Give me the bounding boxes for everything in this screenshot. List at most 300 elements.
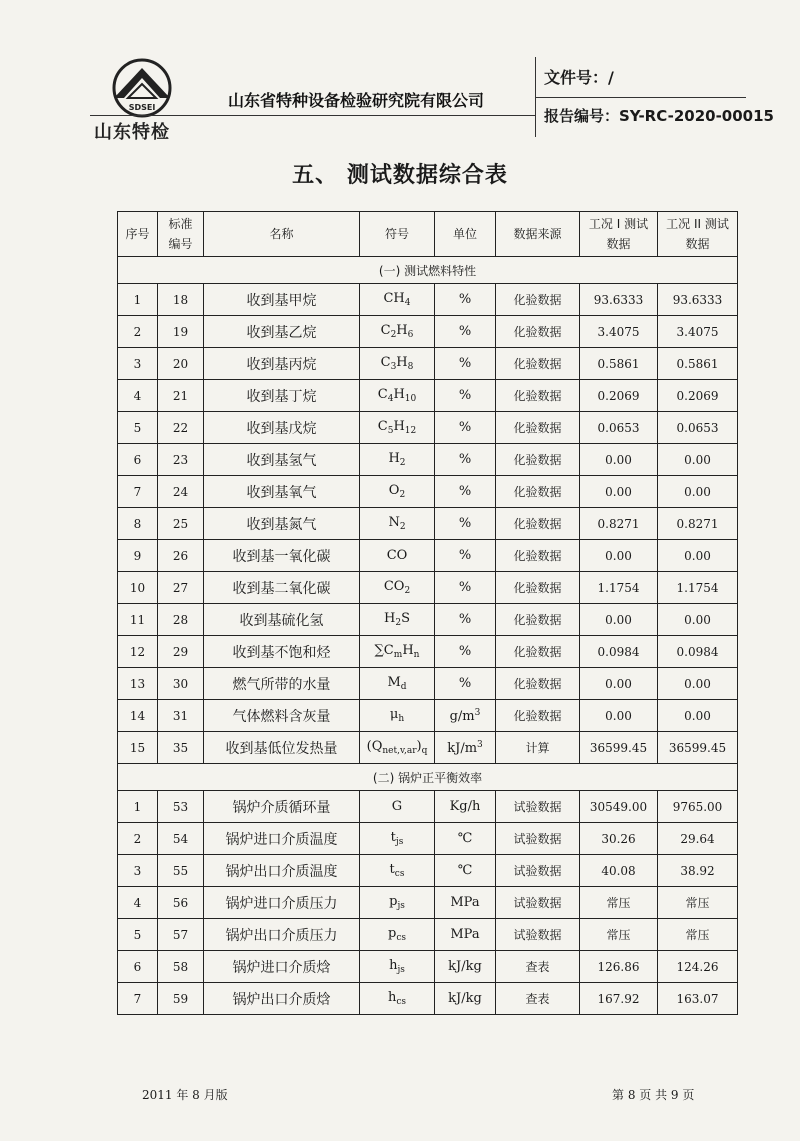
cell-c2: 36599.45	[658, 732, 738, 764]
header-seq: 序号	[118, 212, 158, 257]
header-box-divider	[536, 97, 746, 98]
table-row	[118, 604, 738, 636]
cell-symbol	[360, 855, 435, 887]
symbol-sub: js	[397, 965, 405, 975]
cell-c2: 0.00	[658, 444, 738, 476]
unit-main: kJ/kg	[448, 991, 482, 1006]
cell-seq: 3	[118, 855, 158, 887]
section-row	[118, 764, 738, 791]
table-row	[118, 791, 738, 823]
symbol-main2: H	[393, 419, 405, 434]
cell-symbol	[360, 316, 435, 348]
unit-sup: 3	[474, 707, 481, 718]
cell-c2: 93.6333	[658, 284, 738, 316]
symbol-sub: js	[395, 837, 404, 847]
symbol-main2: S	[401, 611, 410, 626]
symbol-main: H	[388, 451, 400, 466]
cell-c1: 常压	[580, 887, 658, 919]
cell-std: 28	[158, 604, 204, 636]
cell-symbol	[360, 444, 435, 476]
symbol-sub2: q	[421, 746, 428, 756]
cell-unit	[435, 732, 496, 764]
cell-c2: 0.00	[658, 700, 738, 732]
cell-c2: 0.00	[658, 476, 738, 508]
cell-std: 56	[158, 887, 204, 919]
symbol-sub: 4	[387, 394, 394, 404]
unit-main: %	[458, 548, 472, 563]
cell-c1: 0.00	[580, 604, 658, 636]
cell-seq: 10	[118, 572, 158, 604]
symbol-sub: d	[400, 682, 407, 692]
cell-std: 18	[158, 284, 204, 316]
cell-seq: 2	[118, 316, 158, 348]
table-header-row	[118, 212, 738, 257]
symbol-sub: cs	[396, 997, 407, 1007]
symbol-sub: 2	[399, 522, 406, 532]
cell-c1: 167.92	[580, 983, 658, 1015]
cell-symbol	[360, 540, 435, 572]
cell-seq: 7	[118, 476, 158, 508]
cell-c1: 0.0984	[580, 636, 658, 668]
header-divider	[90, 115, 535, 116]
cell-source: 化验数据	[496, 412, 580, 444]
cell-symbol	[360, 604, 435, 636]
cell-std: 26	[158, 540, 204, 572]
cell-seq: 5	[118, 412, 158, 444]
cell-source: 化验数据	[496, 636, 580, 668]
cell-seq: 14	[118, 700, 158, 732]
cell-c2: 0.0653	[658, 412, 738, 444]
symbol-sub2: 10	[404, 394, 417, 404]
cell-seq: 2	[118, 823, 158, 855]
cell-source: 化验数据	[496, 700, 580, 732]
cell-name: 锅炉介质循环量	[204, 791, 360, 823]
table-row	[118, 284, 738, 316]
unit-main: %	[458, 580, 472, 595]
cell-source: 试验数据	[496, 855, 580, 887]
symbol-main: h	[387, 990, 397, 1005]
cell-std: 31	[158, 700, 204, 732]
cell-source: 试验数据	[496, 887, 580, 919]
cell-symbol	[360, 919, 435, 951]
cell-name: 收到基丁烷	[204, 380, 360, 412]
table-row	[118, 919, 738, 951]
symbol-main2: H	[396, 323, 408, 338]
unit-main: ℃	[457, 831, 473, 846]
cell-seq: 1	[118, 791, 158, 823]
cell-c2: 0.8271	[658, 508, 738, 540]
unit-main: %	[458, 612, 472, 627]
cell-source: 试验数据	[496, 791, 580, 823]
cell-unit	[435, 540, 496, 572]
symbol-sub: 2	[395, 618, 402, 628]
symbol-sub: js	[397, 901, 405, 911]
cell-source: 化验数据	[496, 572, 580, 604]
cell-c1: 30.26	[580, 823, 658, 855]
header-std: 标准编号	[158, 212, 204, 257]
cell-c2: 38.92	[658, 855, 738, 887]
table-row	[118, 887, 738, 919]
cell-unit	[435, 951, 496, 983]
cell-symbol	[360, 668, 435, 700]
cell-source: 查表	[496, 951, 580, 983]
table-row	[118, 855, 738, 887]
cell-c1: 0.2069	[580, 380, 658, 412]
cell-std: 29	[158, 636, 204, 668]
cell-name: 收到基氮气	[204, 508, 360, 540]
symbol-sub: net,v,ar	[382, 746, 417, 756]
cell-name: 收到基二氧化碳	[204, 572, 360, 604]
cell-seq: 6	[118, 951, 158, 983]
cell-symbol	[360, 572, 435, 604]
symbol-main: C	[380, 323, 391, 338]
cell-unit	[435, 791, 496, 823]
cell-source: 化验数据	[496, 284, 580, 316]
cell-c2: 9765.00	[658, 791, 738, 823]
header-c1: 工况 I 测试数据	[580, 212, 658, 257]
cell-unit	[435, 887, 496, 919]
cell-c1: 0.0653	[580, 412, 658, 444]
cell-c2: 0.00	[658, 604, 738, 636]
cell-std: 22	[158, 412, 204, 444]
cell-c2: 29.64	[658, 823, 738, 855]
cell-seq: 5	[118, 919, 158, 951]
cell-source: 化验数据	[496, 604, 580, 636]
symbol-sub: h	[398, 714, 405, 724]
unit-main: %	[458, 516, 472, 531]
cell-source: 试验数据	[496, 823, 580, 855]
cell-name: 气体燃料含灰量	[204, 700, 360, 732]
cell-seq: 7	[118, 983, 158, 1015]
cell-source: 化验数据	[496, 316, 580, 348]
section-title: (二) 锅炉正平衡效率	[118, 764, 738, 791]
cell-symbol	[360, 284, 435, 316]
unit-sup: 3	[477, 739, 483, 750]
cell-unit	[435, 823, 496, 855]
table-row	[118, 380, 738, 412]
unit-main: %	[458, 452, 472, 467]
cell-std: 53	[158, 791, 204, 823]
cell-source: 试验数据	[496, 919, 580, 951]
cell-c1: 0.00	[580, 444, 658, 476]
cell-name: 锅炉进口介质温度	[204, 823, 360, 855]
symbol-sub: 2	[399, 490, 406, 500]
logo-emblem-icon	[92, 58, 192, 120]
symbol-sub2: 6	[407, 330, 414, 340]
unit-main: %	[458, 484, 472, 499]
symbol-sub: 5	[387, 426, 394, 436]
cell-c2: 0.00	[658, 668, 738, 700]
table-row	[118, 508, 738, 540]
symbol-sub: m	[393, 650, 403, 660]
cell-seq: 4	[118, 380, 158, 412]
logo-badge: SDSEI	[128, 103, 156, 112]
cell-unit	[435, 476, 496, 508]
cell-name: 锅炉出口介质压力	[204, 919, 360, 951]
section-row	[118, 257, 738, 284]
header-source: 数据来源	[496, 212, 580, 257]
symbol-main: (Q	[366, 739, 383, 754]
cell-c2: 3.4075	[658, 316, 738, 348]
cell-c2: 0.00	[658, 540, 738, 572]
symbol-main: H	[384, 611, 396, 626]
symbol-sub2: 8	[407, 362, 414, 372]
cell-name: 收到基一氧化碳	[204, 540, 360, 572]
symbol-main: h	[389, 958, 398, 973]
cell-c1: 93.6333	[580, 284, 658, 316]
cell-source: 化验数据	[496, 444, 580, 476]
cell-name: 收到基丙烷	[204, 348, 360, 380]
table-row	[118, 700, 738, 732]
symbol-main2: )	[416, 739, 422, 754]
cell-seq: 4	[118, 887, 158, 919]
cell-name: 收到基硫化氢	[204, 604, 360, 636]
symbol-main2: H	[402, 643, 414, 658]
cell-seq: 8	[118, 508, 158, 540]
cell-unit	[435, 700, 496, 732]
cell-c1: 0.00	[580, 476, 658, 508]
cell-c1: 30549.00	[580, 791, 658, 823]
cell-seq: 15	[118, 732, 158, 764]
company-name: 山东省特种设备检验研究院有限公司	[228, 91, 485, 110]
table-row	[118, 668, 738, 700]
cell-source: 化验数据	[496, 668, 580, 700]
symbol-sub: 2	[390, 330, 397, 340]
symbol-main: CO	[383, 579, 405, 594]
cell-std: 58	[158, 951, 204, 983]
table-row	[118, 951, 738, 983]
cell-std: 27	[158, 572, 204, 604]
cell-std: 35	[158, 732, 204, 764]
unit-main: %	[458, 324, 472, 339]
cell-name: 收到基乙烷	[204, 316, 360, 348]
section-title: (一) 测试燃料特性	[118, 257, 738, 284]
symbol-main: t	[390, 830, 396, 845]
symbol-main: M	[387, 675, 401, 690]
cell-symbol	[360, 732, 435, 764]
symbol-sub2: 12	[404, 426, 417, 436]
cell-symbol	[360, 951, 435, 983]
cell-c2: 常压	[658, 919, 738, 951]
cell-std: 57	[158, 919, 204, 951]
table-row	[118, 540, 738, 572]
cell-c2: 163.07	[658, 983, 738, 1015]
symbol-main: O	[388, 483, 400, 498]
cell-seq: 6	[118, 444, 158, 476]
cell-name: 收到基戊烷	[204, 412, 360, 444]
cell-unit	[435, 919, 496, 951]
unit-main: %	[458, 292, 472, 307]
cell-std: 23	[158, 444, 204, 476]
cell-std: 59	[158, 983, 204, 1015]
cell-c2: 124.26	[658, 951, 738, 983]
table-row	[118, 412, 738, 444]
cell-seq: 11	[118, 604, 158, 636]
cell-name: 锅炉出口介质焓	[204, 983, 360, 1015]
unit-main: ℃	[457, 863, 473, 878]
file-number: 文件号：/	[544, 68, 614, 87]
cell-unit	[435, 636, 496, 668]
symbol-main: G	[391, 799, 403, 814]
header-info-box	[535, 57, 774, 137]
cell-seq: 9	[118, 540, 158, 572]
cell-source: 化验数据	[496, 348, 580, 380]
cell-c2: 0.5861	[658, 348, 738, 380]
cell-name: 锅炉进口介质焓	[204, 951, 360, 983]
table-row	[118, 983, 738, 1015]
cell-c1: 常压	[580, 919, 658, 951]
table-row	[118, 476, 738, 508]
symbol-main: μ	[389, 707, 399, 722]
cell-seq: 12	[118, 636, 158, 668]
cell-std: 25	[158, 508, 204, 540]
symbol-main: CH	[383, 291, 405, 306]
cell-source: 查表	[496, 983, 580, 1015]
cell-name: 燃气所带的水量	[204, 668, 360, 700]
unit-main: kJ/kg	[448, 959, 482, 974]
cell-source: 化验数据	[496, 476, 580, 508]
symbol-main: N	[388, 515, 400, 530]
symbol-sub2: n	[413, 650, 420, 660]
cell-unit	[435, 316, 496, 348]
symbol-main: C	[377, 419, 388, 434]
symbol-sub: cs	[394, 869, 405, 879]
cell-source: 化验数据	[496, 508, 580, 540]
cell-unit	[435, 412, 496, 444]
cell-seq: 13	[118, 668, 158, 700]
cell-unit	[435, 444, 496, 476]
cell-name: 收到基低位发热量	[204, 732, 360, 764]
symbol-sub: 2	[399, 458, 406, 468]
cell-std: 19	[158, 316, 204, 348]
cell-std: 55	[158, 855, 204, 887]
header-name: 名称	[204, 212, 360, 257]
symbol-main: C	[377, 387, 388, 402]
footer-edition: 2011 年 8 月版	[142, 1088, 228, 1102]
symbol-main: p	[389, 894, 398, 909]
cell-unit	[435, 284, 496, 316]
cell-symbol	[360, 380, 435, 412]
cell-c1: 0.00	[580, 668, 658, 700]
unit-main: %	[458, 388, 472, 403]
symbol-sub: 3	[390, 362, 397, 372]
symbol-main2: H	[393, 387, 405, 402]
table-row	[118, 348, 738, 380]
footer-page-number: 第 8 页 共 9 页	[612, 1088, 695, 1102]
unit-main: %	[458, 356, 472, 371]
cell-name: 收到基甲烷	[204, 284, 360, 316]
cell-symbol	[360, 700, 435, 732]
unit-main: MPa	[450, 895, 480, 910]
unit-main: %	[458, 676, 472, 691]
unit-main: Kg/h	[449, 799, 481, 814]
page-title: 五、 测试数据综合表	[292, 163, 508, 188]
cell-c2: 0.2069	[658, 380, 738, 412]
cell-c2: 常压	[658, 887, 738, 919]
cell-c1: 3.4075	[580, 316, 658, 348]
unit-main: MPa	[450, 927, 480, 942]
unit-main: kJ/m	[447, 740, 478, 756]
cell-std: 20	[158, 348, 204, 380]
cell-c1: 0.8271	[580, 508, 658, 540]
cell-unit	[435, 604, 496, 636]
cell-name: 锅炉进口介质压力	[204, 887, 360, 919]
cell-name: 收到基氧气	[204, 476, 360, 508]
symbol-main: CO	[386, 548, 408, 563]
cell-std: 30	[158, 668, 204, 700]
cell-c2: 0.0984	[658, 636, 738, 668]
cell-c1: 0.00	[580, 700, 658, 732]
cell-unit	[435, 348, 496, 380]
cell-source: 计算	[496, 732, 580, 764]
cell-c1: 126.86	[580, 951, 658, 983]
header-c2: 工况 II 测试数据	[658, 212, 738, 257]
symbol-main: t	[389, 862, 395, 877]
cell-name: 收到基不饱和烃	[204, 636, 360, 668]
cell-unit	[435, 572, 496, 604]
cell-symbol	[360, 887, 435, 919]
cell-c2: 1.1754	[658, 572, 738, 604]
cell-symbol	[360, 636, 435, 668]
symbol-main2: H	[396, 355, 408, 370]
symbol-main: ∑C	[374, 643, 394, 658]
logo-text: 山东特检	[94, 122, 170, 143]
report-number: 报告编号：SY-RC-2020-00015	[544, 107, 774, 125]
cell-std: 24	[158, 476, 204, 508]
cell-symbol	[360, 508, 435, 540]
cell-source: 化验数据	[496, 380, 580, 412]
test-data-table	[117, 211, 738, 1015]
table-row	[118, 316, 738, 348]
cell-c1: 0.5861	[580, 348, 658, 380]
table-row	[118, 636, 738, 668]
cell-seq: 3	[118, 348, 158, 380]
unit-main: %	[458, 420, 472, 435]
cell-symbol	[360, 476, 435, 508]
symbol-main: C	[380, 355, 391, 370]
unit-main: %	[458, 644, 472, 659]
cell-symbol	[360, 791, 435, 823]
cell-symbol	[360, 348, 435, 380]
table-row	[118, 823, 738, 855]
cell-std: 54	[158, 823, 204, 855]
cell-unit	[435, 668, 496, 700]
cell-c1: 36599.45	[580, 732, 658, 764]
cell-name: 收到基氢气	[204, 444, 360, 476]
cell-std: 21	[158, 380, 204, 412]
table-row	[118, 572, 738, 604]
cell-unit	[435, 855, 496, 887]
header-symbol: 符号	[360, 212, 435, 257]
cell-unit	[435, 983, 496, 1015]
cell-unit	[435, 380, 496, 412]
cell-symbol	[360, 983, 435, 1015]
cell-seq: 1	[118, 284, 158, 316]
cell-unit	[435, 508, 496, 540]
cell-c1: 40.08	[580, 855, 658, 887]
symbol-sub: cs	[396, 933, 406, 943]
cell-symbol	[360, 412, 435, 444]
cell-source: 化验数据	[496, 540, 580, 572]
symbol-sub: 2	[404, 586, 411, 596]
table-row	[118, 444, 738, 476]
table-row	[118, 732, 738, 764]
cell-symbol	[360, 823, 435, 855]
symbol-main: p	[388, 926, 397, 941]
cell-c1: 0.00	[580, 540, 658, 572]
symbol-sub: 4	[404, 298, 411, 308]
cell-name: 锅炉出口介质温度	[204, 855, 360, 887]
